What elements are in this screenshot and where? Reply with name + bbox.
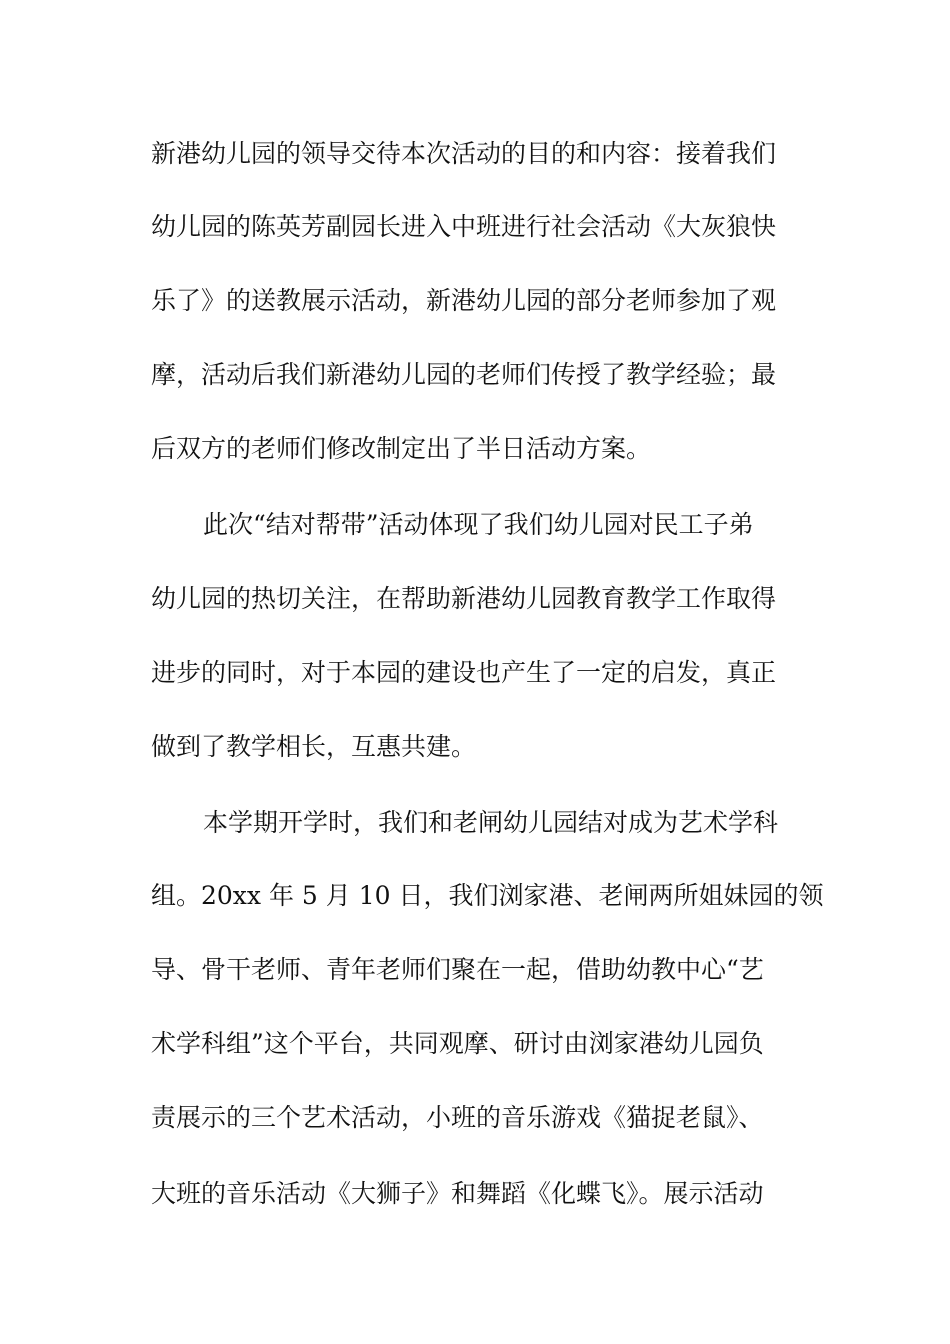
- text-line: 进步的同时，对于本园的建设也产生了一定的启发，真正: [151, 658, 777, 687]
- text-line: 做到了教学相长，互惠共建。: [151, 732, 477, 761]
- text-line: 摩，活动后我们新港幼儿园的老师们传授了教学经验；最: [151, 360, 777, 389]
- text-line: 幼儿园的热切关注，在帮助新港幼儿园教育教学工作取得: [151, 584, 777, 613]
- text-line: 导、骨干老师、青年老师们聚在一起，借助幼教中心“艺: [151, 955, 764, 984]
- text-line: 新港幼儿园的领导交待本次活动的目的和内容：接着我们: [151, 139, 777, 168]
- text-line: 组。20xx 年 5 月 10 日，我们浏家港、老闸两所姐妹园的领: [151, 881, 824, 910]
- text-line: 本学期开学时，我们和老闸幼儿园结对成为艺术学科: [203, 808, 779, 837]
- text-line: 责展示的三个艺术活动，小班的音乐游戏《猫捉老鼠》、: [151, 1103, 764, 1132]
- text-line: 幼儿园的陈英芳副园长进入中班进行社会活动《大灰狼快: [151, 212, 777, 241]
- text-line: 大班的音乐活动《大狮子》和舞蹈《化蝶飞》。展示活动: [151, 1179, 764, 1208]
- text-line: 乐了》的送教展示活动，新港幼儿园的部分老师参加了观: [151, 286, 777, 315]
- text-line: 此次“结对帮带”活动体现了我们幼儿园对民工子弟: [203, 510, 754, 539]
- text-line: 术学科组”这个平台，共同观摩、研讨由浏家港幼儿园负: [151, 1029, 764, 1058]
- text-line: 后双方的老师们修改制定出了半日活动方案。: [151, 434, 652, 463]
